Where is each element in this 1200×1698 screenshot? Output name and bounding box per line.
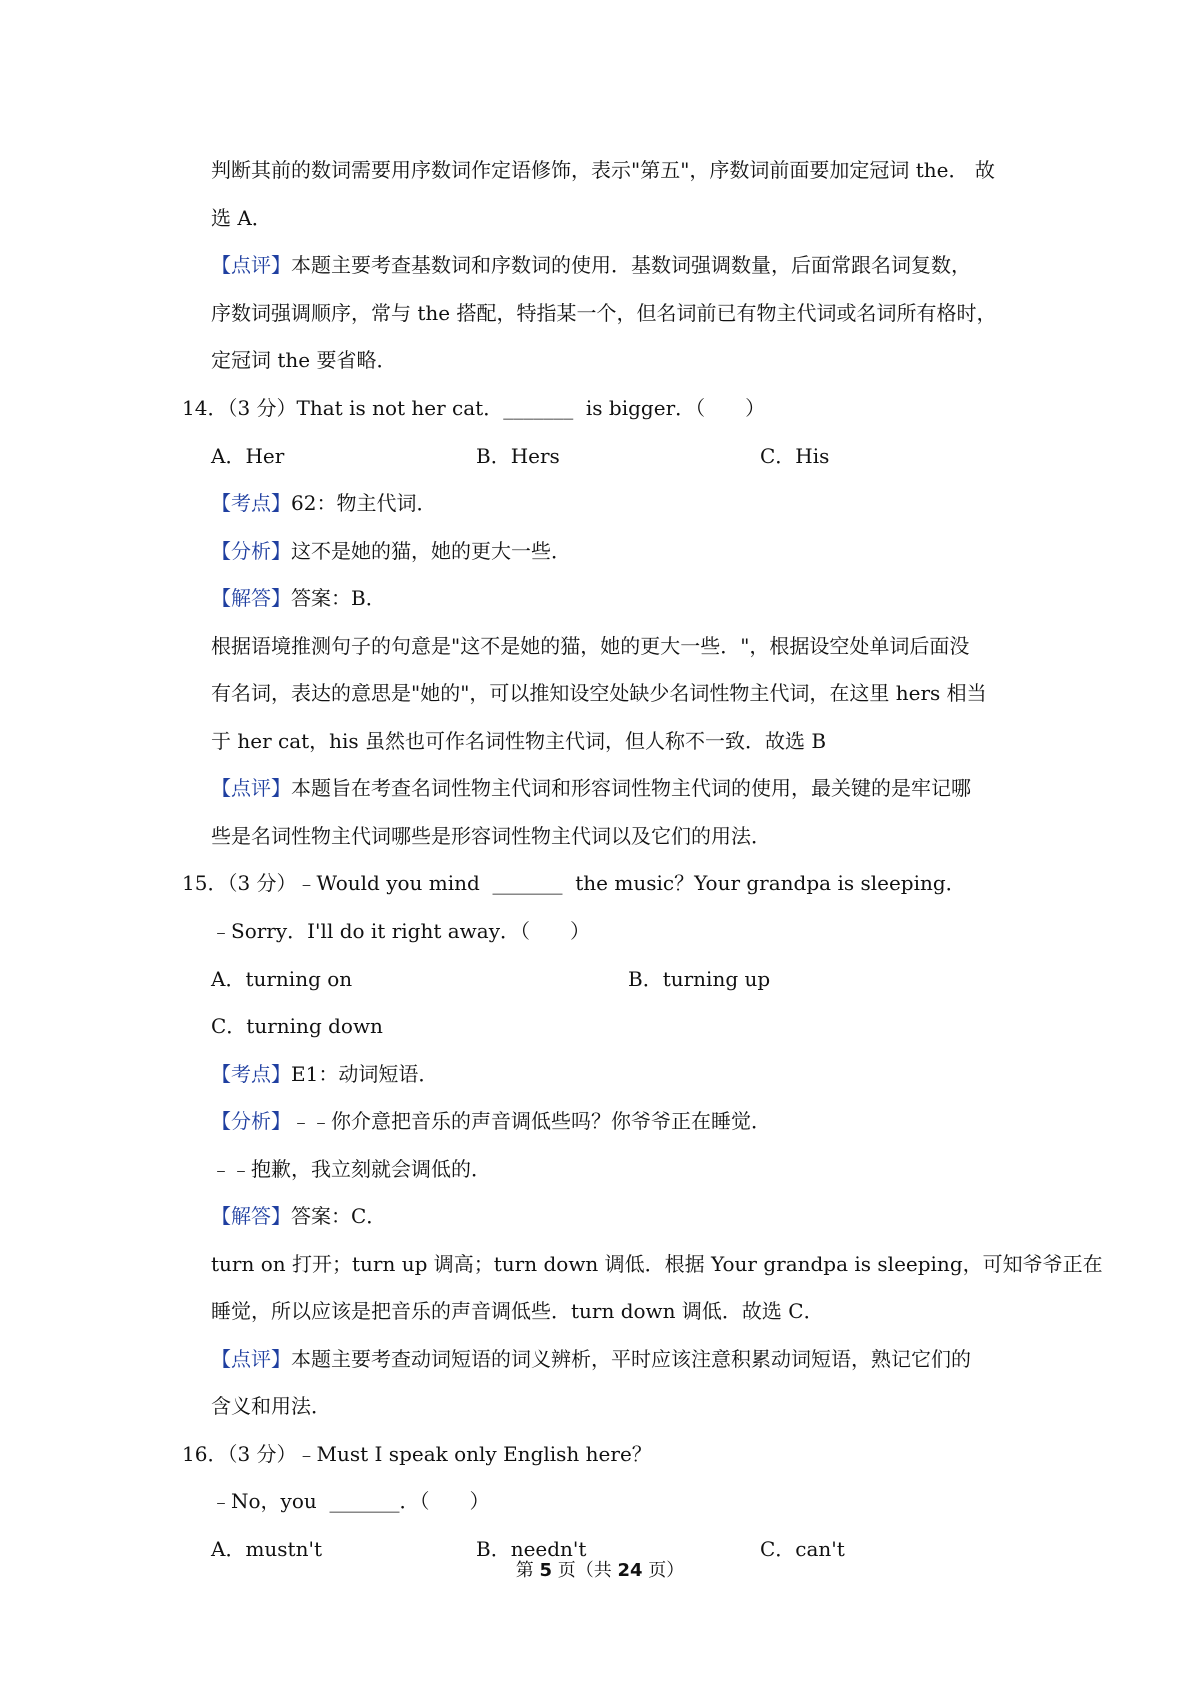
q14-kaodian	[211, 490, 436, 516]
q15-stem-2: ﹣Sorry．I'll do it right away．（ ）	[211, 919, 591, 943]
kaodian-label: 【考点】	[211, 491, 291, 515]
q15-dianping-line-2: 含义和用法．	[211, 1394, 331, 1418]
q14-jieda	[211, 585, 386, 611]
comment-text: 本题主要考查基数词和序数词的使用．基数词强调数量，后面常跟名词复数，	[291, 253, 971, 277]
q14-stem: 14．（3 分）That is not her cat．_______ is bigger．（ ）	[182, 396, 766, 420]
q15-jieda	[211, 1203, 386, 1229]
q15-option-a: A．turning on	[211, 967, 353, 991]
fenxi-label: 【分析】	[211, 539, 291, 563]
fenxi-text: ﹣﹣你介意把音乐的声音调低些吗？你爷爷正在睡觉．	[291, 1109, 771, 1133]
q14-explain-line-3: 于 her cat，his 虽然也可作名词性物主代词，但人称不一致．故选 B	[211, 729, 827, 753]
q16-stem: 16．（3 分）﹣Must I speak only English here？	[182, 1442, 652, 1466]
q16-option-c: C．can't	[760, 1537, 845, 1561]
q15-explain-line-1: turn on 打开；turn up 调高；turn down 调低．根据 Your grandpa is sleeping，可知爷爷正在	[211, 1252, 1103, 1276]
fenxi-text: 这不是她的猫，她的更大一些．	[291, 539, 571, 563]
q15-explain-line-2: 睡觉，所以应该是把音乐的声音调低些．turn down 调低．故选 C．	[211, 1299, 824, 1323]
kaodian-text: E1：动词短语．	[291, 1062, 439, 1086]
q15-fenxi-2: ﹣﹣抱歉，我立刻就会调低的．	[211, 1157, 491, 1181]
q15-kaodian	[211, 1061, 438, 1087]
q14-option-c: C．His	[760, 444, 830, 468]
q13-comment-line-1	[211, 252, 971, 278]
q14-dianping-line-2: 些是名词性物主代词哪些是形容词性物主代词以及它们的用法．	[211, 824, 771, 848]
jieda-text: 答案：C．	[291, 1204, 387, 1228]
dianping-label: 【点评】	[211, 776, 291, 800]
jieda-text: 答案：B．	[291, 586, 386, 610]
q15-option-c: C．turning down	[211, 1014, 383, 1038]
page-number: 5	[539, 1560, 552, 1581]
q13-analysis-line-2: 选 A．	[211, 206, 272, 230]
q13-comment-line-2: 序数词强调顺序，常与 the 搭配，特指某一个，但名词前已有物主代词或名词所有格时，	[211, 301, 997, 325]
q15-stem: 15．（3 分）﹣Would you mind _______ the music？Your grandpa is sleeping．	[182, 871, 966, 895]
q16-stem-2: ﹣No，you _______．（ ）	[211, 1489, 490, 1513]
footer-prefix: 第	[515, 1560, 540, 1581]
total-pages: 24	[617, 1560, 643, 1581]
q14-option-a: A．Her	[211, 444, 285, 468]
q16-option-b: B．needn't	[476, 1537, 587, 1561]
q16-option-a: A．mustn't	[211, 1537, 323, 1561]
footer-middle: 页（共	[552, 1560, 618, 1581]
comment-label: 【点评】	[211, 253, 291, 277]
q14-option-b: B．Hers	[476, 444, 560, 468]
dianping-text: 本题旨在考查名词性物主代词和形容词性物主代词的使用，最关键的是牢记哪	[291, 776, 971, 800]
jieda-label: 【解答】	[211, 1204, 291, 1228]
q15-fenxi	[211, 1108, 771, 1134]
dianping-label: 【点评】	[211, 1347, 291, 1371]
q15-option-b: B．turning up	[628, 967, 771, 991]
page-footer	[0, 1560, 1200, 1582]
q13-comment-line-3: 定冠词 the 要省略．	[211, 348, 397, 372]
fenxi-label: 【分析】	[211, 1109, 291, 1133]
kaodian-text: 62：物主代词．	[291, 491, 437, 515]
dianping-text: 本题主要考查动词短语的词义辨析，平时应该注意积累动词短语，熟记它们的	[291, 1347, 971, 1371]
jieda-label: 【解答】	[211, 586, 291, 610]
footer-suffix: 页）	[642, 1560, 685, 1581]
q14-fenxi	[211, 538, 571, 564]
q14-dianping-line-1	[211, 775, 971, 801]
q13-analysis-line-1: 判断其前的数词需要用序数词作定语修饰，表示"第五"，序数词前面要加定冠词 the． 故	[211, 158, 995, 182]
q14-explain-line-1: 根据语境推测句子的句意是"这不是她的猫，她的更大一些．"，根据设空处单词后面没	[211, 634, 970, 658]
q15-dianping-line-1	[211, 1346, 971, 1372]
kaodian-label: 【考点】	[211, 1062, 291, 1086]
q14-explain-line-2: 有名词，表达的意思是"她的"，可以推知设空处缺少名词性物主代词，在这里 hers 相当	[211, 681, 987, 705]
